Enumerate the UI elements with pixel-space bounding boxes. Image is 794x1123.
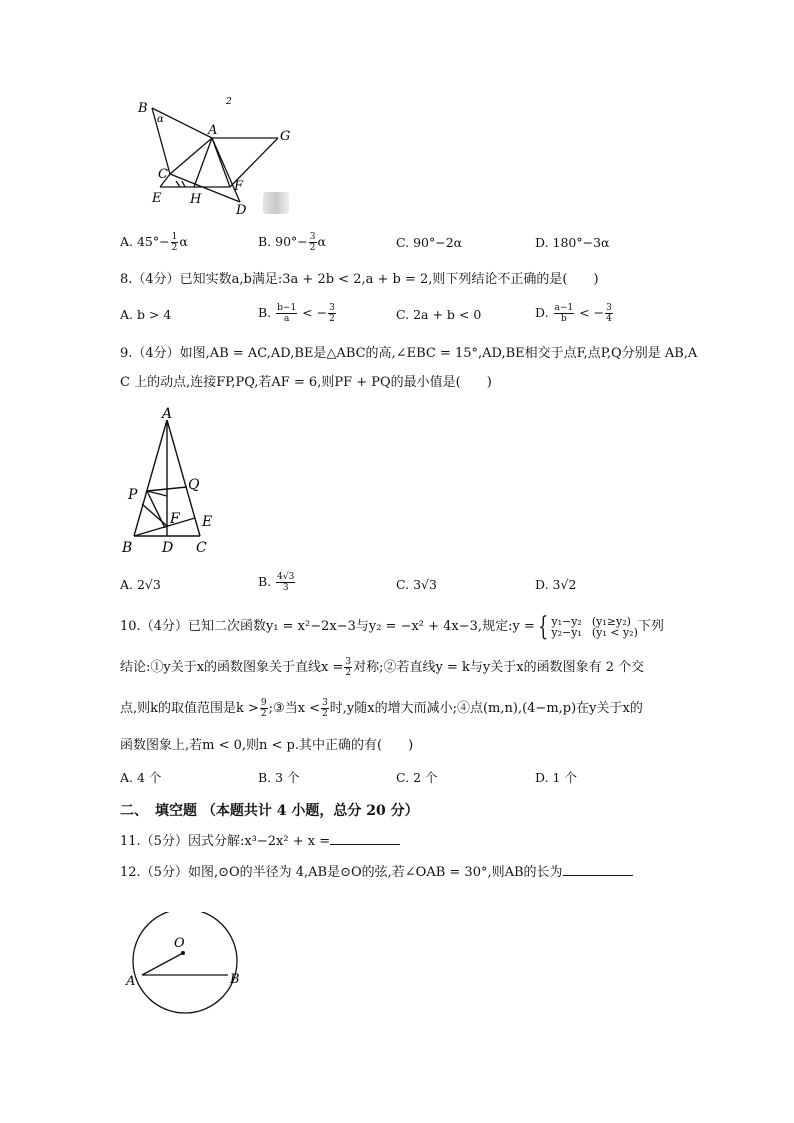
q10-stem-line3: 点,则k的取值范围是k > $\frac{9}{2}$ ;③当x < $\frac{3}{2}$ 时,y随x的增大而减小;④点(m,n),(4−m,p)在y关于x的 [120, 698, 643, 719]
q7-option-b[interactable]: B. 90°− $\frac{3}{2}$ α [258, 232, 326, 253]
q10-stem-line4: 函数图象上,若m < 0,则n < p.其中正确的有( ) [120, 738, 414, 753]
fig1-label-a: A [208, 123, 218, 138]
q8-option-c[interactable]: C. 2a + b < 0 [396, 307, 482, 322]
q9-stem-line2: C 上的动点,连接FP,PQ,若AF = 6,则PF + PQ的最小值是( ) [120, 375, 492, 390]
q9-option-c[interactable]: C. 3√3 [396, 577, 437, 592]
figure-q12 [122, 912, 252, 1016]
fig2-label-a: A [162, 406, 173, 422]
q10-option-c[interactable]: C. 2 个 [396, 770, 438, 785]
fig2-label-c: C [196, 540, 207, 556]
q12-answer-blank[interactable] [563, 863, 633, 876]
fig2-label-d: D [162, 540, 174, 556]
q9-option-b[interactable]: B. $\frac{4√3}{3}$ [258, 572, 295, 593]
fig1-label-g: G [280, 129, 291, 144]
q10-option-b[interactable]: B. 3 个 [258, 770, 300, 785]
q10-stem-line1: 10.（4分）已知二次函数y₁ = x²−2x−3与y₂ = −x² + 4x−3,规定:y = { y₁−y₂ y₂−y₁ (y₁≥y₂) (y₁ < y₂) 下列 [120, 612, 664, 642]
fig3-label-a: A [126, 974, 136, 989]
fig1-label-h: H [190, 192, 202, 207]
q9-option-d[interactable]: D. 3√2 [535, 577, 577, 592]
fig2-label-b: B [122, 540, 133, 556]
q7-option-d[interactable]: D. 180°−3α [535, 235, 610, 250]
q11-answer-blank[interactable] [330, 832, 400, 845]
q8-option-d[interactable]: D. $\frac{a-1}{b}$ < − $\frac{3}{4}$ [535, 303, 612, 324]
fig1-label-d: D [236, 203, 247, 218]
fig1-label-e: E [152, 191, 162, 206]
fig3-label-o: O [174, 936, 185, 951]
q7-option-c[interactable]: C. 90°−2α [396, 235, 463, 250]
q9-stem-line1: 9.（4分）如图,AB = AC,AD,BE是△ABC的高,∠EBC = 15°,AD,BE相交于点F,点P,Q分别是 AB,A [120, 346, 698, 361]
fig1-label-b: B [138, 101, 148, 116]
fig1-label-f: F [234, 179, 244, 194]
q8-option-a[interactable]: A. b > 4 [120, 307, 172, 322]
q11-stem: 11.（5分）因式分解:x³−2x² + x = [120, 832, 400, 851]
fig1-label-alpha: α [157, 114, 164, 125]
q7-option-a[interactable]: A. 45°− $\frac{1}{2}$ α [120, 232, 188, 253]
q12-stem: 12.（5分）如图,⊙O的半径为 4,AB是⊙O的弦,若∠OAB = 30°,则AB的长为 [120, 863, 633, 882]
q8-option-b[interactable]: B. $\frac{b-1}{a}$ < − $\frac{3}{2}$ [258, 303, 335, 324]
q10-option-d[interactable]: D. 1 个 [535, 770, 577, 785]
fig1-label-c: C [158, 167, 168, 182]
section-title-fill-in: 二、 填空题 （本题共计 4 小题，总分 20 分） [120, 803, 419, 819]
figure-q9 [120, 405, 230, 557]
fig1-label-2: 2 [226, 97, 232, 107]
fig3-label-b: B [230, 972, 240, 987]
fig2-label-e: E [202, 514, 213, 530]
q9-option-a[interactable]: A. 2√3 [120, 577, 161, 592]
blurred-mark [263, 192, 289, 214]
fig2-label-f: F [170, 511, 180, 527]
q10-stem-line2: 结论:①y关于x的函数图象关于直线x = $\frac{3}{2}$ 对称;②若直线y = k与y关于x的函数图象有 2 个交 [120, 657, 645, 678]
q10-option-a[interactable]: A. 4 个 [120, 770, 162, 785]
q8-stem: 8.（4分）已知实数a,b满足:3a + 2b < 2,a + b = 2,则下列结论不正确的是( ) [120, 272, 599, 287]
fig2-label-q: Q [188, 477, 200, 493]
fig2-label-p: P [128, 487, 138, 503]
